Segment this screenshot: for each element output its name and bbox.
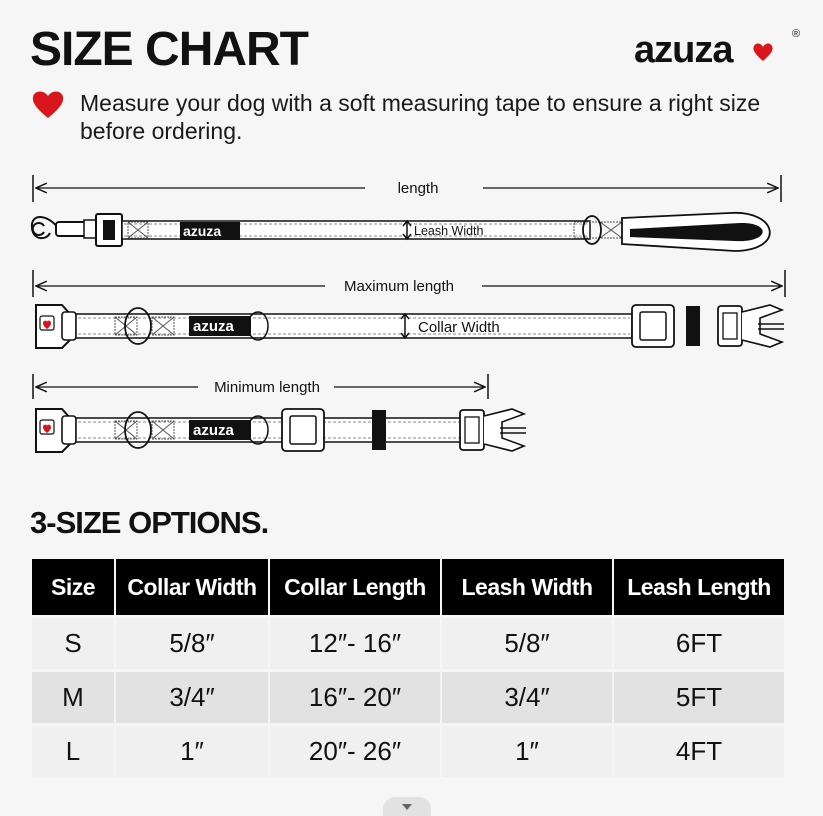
registered-mark: ®: [792, 28, 801, 40]
size-options-heading: 3-SIZE OPTIONS.: [30, 505, 269, 540]
svg-text:azuza: azuza: [193, 422, 234, 439]
cell-size: M: [32, 672, 114, 723]
collar-max-length-dimension: [33, 270, 785, 297]
collar-max-drawing: [36, 305, 784, 348]
header-collar-width: Collar Width: [116, 559, 268, 615]
scroll-down-button[interactable]: [383, 797, 431, 816]
chevron-down-icon: [401, 803, 413, 811]
svg-text:azuza: azuza: [193, 318, 234, 335]
cell-collar-length: 20″- 26″: [270, 726, 440, 777]
size-table: [30, 556, 786, 780]
cell-leash-length: 4FT: [614, 726, 784, 777]
cell-leash-length: 6FT: [614, 618, 784, 669]
table-row: [32, 726, 784, 777]
brand-logo: azuza: [634, 28, 732, 72]
header-collar-length: Collar Length: [270, 559, 440, 615]
header-leash-length: Leash Length: [614, 559, 784, 615]
collar-min-drawing: [36, 409, 526, 452]
table-header-row: [32, 559, 784, 615]
svg-text:azuza: azuza: [183, 223, 222, 239]
cell-collar-width: 1″: [116, 726, 268, 777]
cell-leash-width: 1″: [442, 726, 612, 777]
leash-drawing: [32, 213, 770, 251]
header-leash-width: Leash Width: [442, 559, 612, 615]
table-row: [32, 618, 784, 669]
cell-size: L: [32, 726, 114, 777]
leash-length-dimension: [33, 175, 781, 202]
cell-leash-width: 5/8″: [442, 618, 612, 669]
cell-leash-width: 3/4″: [442, 672, 612, 723]
leash-width-label: Leash Width: [414, 224, 484, 238]
header-size: Size: [32, 559, 114, 615]
cell-collar-width: 5/8″: [116, 618, 268, 669]
cell-collar-width: 3/4″: [116, 672, 268, 723]
collar-width-label: Collar Width: [418, 319, 500, 336]
collar-min-length-dimension: [33, 374, 488, 399]
table-row: [32, 672, 784, 723]
leash-length-label: length: [397, 180, 439, 197]
page-title: SIZE CHART: [30, 23, 308, 76]
instruction-text: Measure your dog with a soft measuring tape to ensure a right size before ordering.: [80, 90, 761, 144]
max-length-label: Maximum length: [343, 278, 455, 295]
cell-collar-length: 16″- 20″: [270, 672, 440, 723]
cell-size: S: [32, 618, 114, 669]
cell-leash-length: 5FT: [614, 672, 784, 723]
cell-collar-length: 12″- 16″: [270, 618, 440, 669]
min-length-label: Minimum length: [214, 379, 320, 396]
